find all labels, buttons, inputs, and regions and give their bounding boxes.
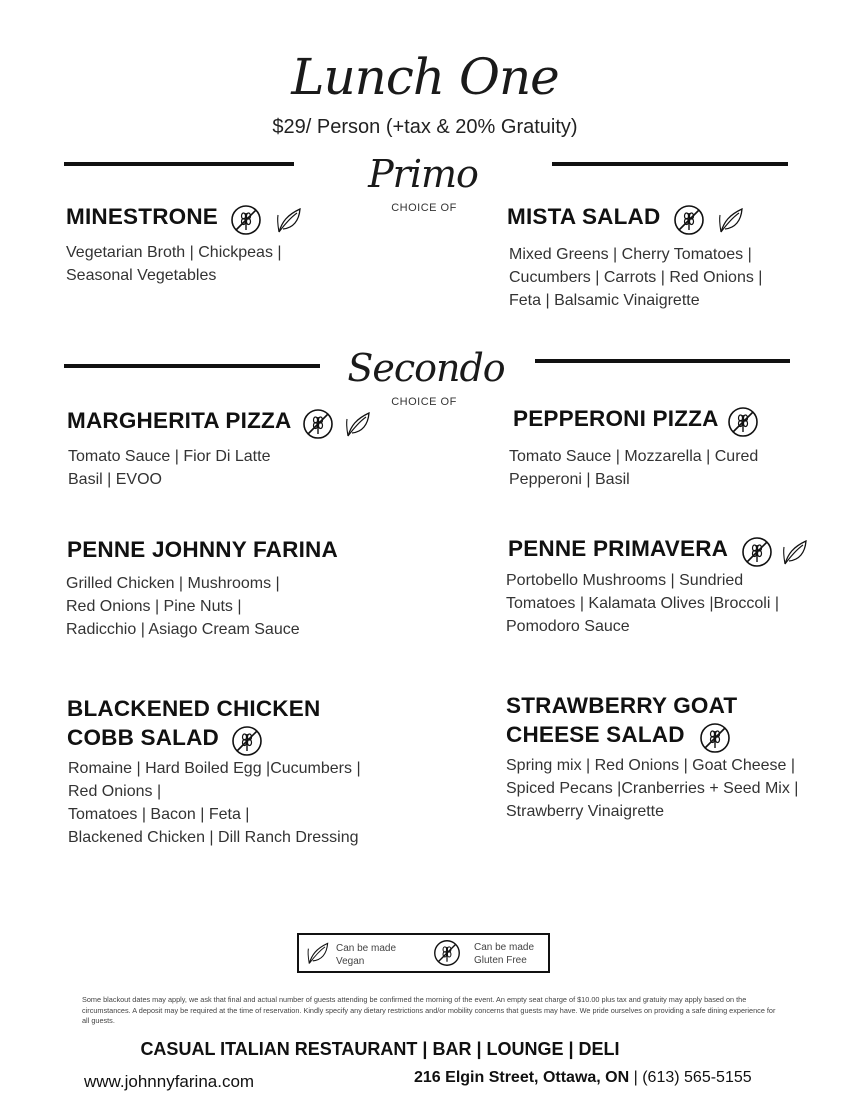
section-choice-primo: CHOICE OF bbox=[391, 202, 457, 214]
footer-tagline: CASUAL ITALIAN RESTAURANT | BAR | LOUNGE | DELI bbox=[140, 1039, 620, 1059]
dish-description: Grilled Chicken | Mushrooms | Red Onions | Pine Nuts | Radicchio | Asiago Cream Sauce bbox=[66, 575, 300, 638]
dish-name: PEPPERONI PIZZA bbox=[513, 406, 719, 432]
footer-address: 216 Elgin Street, Ottawa, ON bbox=[414, 1069, 630, 1086]
no-wheat-icon bbox=[231, 725, 263, 757]
legend-vegan-label: Can be made Vegan bbox=[336, 943, 397, 967]
secondo-right-rule bbox=[535, 359, 790, 363]
dish-description: Vegetarian Broth | Chickpeas | Seasonal Vegetables bbox=[66, 244, 282, 284]
dish-description: Spring mix | Red Onions | Goat Cheese | Spiced Pecans |Cranberries + Seed Mix | Strawberry Vinaigrette bbox=[506, 757, 799, 820]
dish-description: Tomato Sauce | Mozzarella | Cured Pepperoni | Basil bbox=[509, 448, 759, 488]
dish-penne-johnny-farina bbox=[67, 537, 338, 563]
dish-description: Tomato Sauce | Fior Di Latte Basil | EVOO bbox=[68, 448, 271, 488]
dietary-legend bbox=[297, 933, 550, 973]
dish-name: MINESTRONE bbox=[66, 204, 219, 230]
no-wheat-icon bbox=[741, 536, 773, 568]
footer-phone[interactable]: | (613) 565-5155 bbox=[633, 1069, 752, 1086]
dish-blackened-chicken-name-line1: BLACKENED CHICKEN bbox=[67, 696, 321, 721]
dish-name: MARGHERITA PIZZA bbox=[67, 408, 292, 434]
dish-pepperoni-pizza bbox=[513, 406, 759, 438]
legend-gluten-free-label: Can be made Gluten Free bbox=[474, 942, 535, 966]
dish-strawberry-goat-cheese-salad bbox=[506, 722, 731, 754]
menu-price: $29/ Person (+tax & 20% Gratuity) bbox=[272, 116, 578, 138]
section-title-primo: Primo bbox=[368, 152, 478, 196]
disclaimer-text: Some blackout dates may apply, we ask that final and actual number of guests attending be confirmed the morning of the event. An empty seat charge of $10.00 plus tax and gratuity may apply based on the circumstances. A deposit may be required at the time of reservation. Kindly specify any dietary restrictions and/or mobility concerns that guests may have. We pride ourselves on providing a safe dining experience for all guests. bbox=[82, 995, 776, 1025]
footer-website-link[interactable]: www.johnnyfarina.com bbox=[84, 1072, 255, 1091]
leaf-icon bbox=[779, 536, 811, 568]
footer-contact bbox=[414, 1069, 752, 1087]
leaf-icon bbox=[342, 408, 374, 440]
dish-margherita-pizza bbox=[67, 408, 374, 440]
primo-left-rule bbox=[64, 162, 294, 166]
no-wheat-icon bbox=[727, 406, 759, 438]
leaf-icon bbox=[273, 204, 305, 236]
section-choice-secondo: CHOICE OF bbox=[391, 396, 457, 408]
primo-right-rule bbox=[552, 162, 788, 166]
dish-blackened-chicken bbox=[67, 725, 263, 757]
no-wheat-icon bbox=[699, 722, 731, 754]
secondo-left-rule bbox=[64, 364, 320, 368]
section-title-secondo: Secondo bbox=[347, 346, 505, 390]
dish-strawberry-goat-name-line1: STRAWBERRY GOAT bbox=[506, 693, 738, 718]
dish-name: PENNE PRIMAVERA bbox=[508, 536, 729, 562]
dish-name: CHEESE SALAD bbox=[506, 722, 685, 748]
leaf-icon bbox=[304, 939, 332, 967]
dish-description: Romaine | Hard Boiled Egg |Cucumbers | Red Onions | Tomatoes | Bacon | Feta | Blackened Chicken | Dill Ranch Dressing bbox=[68, 760, 361, 846]
no-wheat-icon bbox=[230, 204, 262, 236]
dish-penne-primavera bbox=[508, 536, 811, 568]
dish-name: PENNE JOHNNY FARINA bbox=[67, 537, 338, 562]
no-wheat-icon bbox=[302, 408, 334, 440]
dish-name: MISTA SALAD bbox=[507, 204, 661, 230]
menu-title: Lunch One bbox=[291, 48, 559, 106]
dish-mista-salad bbox=[507, 204, 747, 236]
dish-name: COBB SALAD bbox=[67, 725, 219, 751]
dish-description: Mixed Greens | Cherry Tomatoes | Cucumbers | Carrots | Red Onions | Feta | Balsamic Vinaigrette bbox=[509, 246, 763, 309]
dish-description: Portobello Mushrooms | Sundried Tomatoes | Kalamata Olives |Broccoli | Pomodoro Sauce bbox=[506, 572, 780, 635]
no-wheat-icon bbox=[433, 939, 461, 967]
no-wheat-icon bbox=[673, 204, 705, 236]
dish-minestrone bbox=[66, 204, 305, 236]
leaf-icon bbox=[715, 204, 747, 236]
